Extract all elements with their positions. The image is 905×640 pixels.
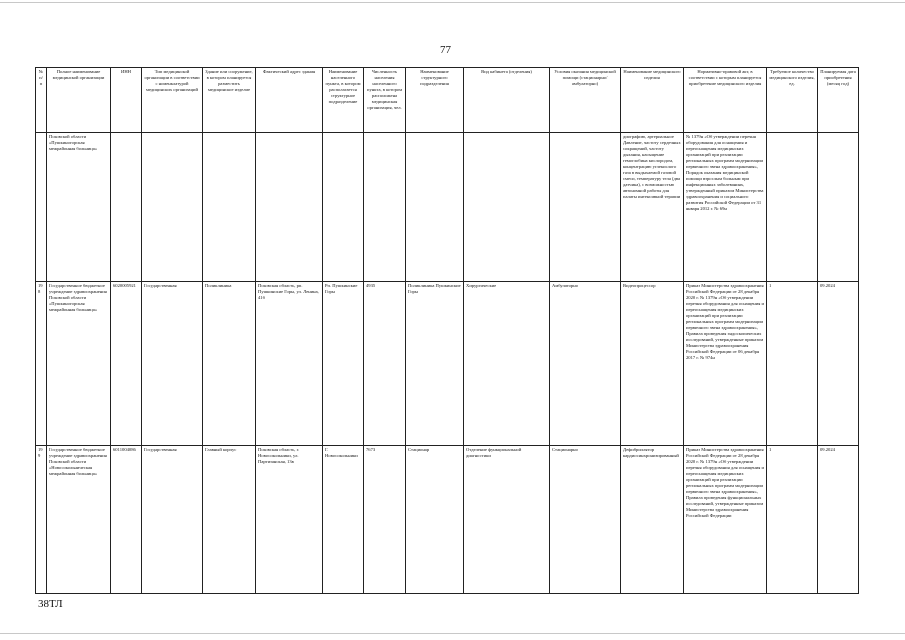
header-inn: ИНН xyxy=(111,68,142,133)
cell-inn: 6011004086 xyxy=(111,446,142,594)
cell-act: № 1379н «Об утверждении перечня оборудования для оснащения и переоснащения медицинских организаций при реализации региональных программ модернизации первичного звена здравоохранения», Порядок оказания медицинской помощи взрослым больным при инфекционных заболеваниях, утвержденный приказом Министерства здравоохранения и социального развития Российской Федерации от 31 января 2012 г. № 69н xyxy=(684,133,767,282)
cell-num: 199 xyxy=(36,446,47,594)
table-row xyxy=(36,282,859,446)
cell-address: Псковская область, г. Новосокольники, ул. Партизанская, 13в xyxy=(256,446,323,594)
cell-address: Псковская область, рп. Пушкинские Горы, ул. Ленина, 41б xyxy=(256,282,323,446)
header-qty: Требуемое количество медицинского изделия, ед. xyxy=(767,68,818,133)
cell-date xyxy=(818,133,859,282)
cell-qty xyxy=(767,133,818,282)
cell-org: Псковской области «Пушкиногорская межрайонная больница» xyxy=(47,133,111,282)
scan-edge-bottom xyxy=(0,633,905,634)
cell-org: Государственное бюджетное учреждение здравоохранения Псковской области «Пушкиногорская межрайонная больница» xyxy=(47,282,111,446)
cell-date: 09.2024 xyxy=(818,282,859,446)
cell-building xyxy=(203,133,256,282)
cell-locality xyxy=(323,133,364,282)
cell-population: 4935 xyxy=(364,282,406,446)
cell-act: Приказ Министерства здравоохранения Российской Федерации от 28 декабря 2020 г. № 1379н «Об утверждении перечня оборудования для оснащения и переоснащения медицинских организаций при реализации региональных программ модернизации первичного звена здравоохранения», Правила проведения функциональных исследований, утвержденные приказом Министерства здравоохранения Российской Федерации xyxy=(684,446,767,594)
footer-document-code: 38ТЛ xyxy=(38,598,63,610)
cell-conditions: Амбулаторно xyxy=(550,282,621,446)
medical-equipment-table xyxy=(35,67,859,594)
table-header-row xyxy=(36,68,859,133)
header-locality: Наименование населенного пункта, в котором располагается структурное подразделение xyxy=(323,68,364,133)
cell-population xyxy=(364,133,406,282)
cell-org: Государственное бюджетное учреждение здравоохранения Псковской области «Новосокольническая межрайонная больница» xyxy=(47,446,111,594)
cell-device: Дефибриллятор кардиосинхронизированный xyxy=(621,446,684,594)
cell-locality: Г. Новосокольники xyxy=(323,446,364,594)
header-population: Численность населения населенного пункта, в котором расположена медицинская организация, чел. xyxy=(364,68,406,133)
cell-cabinet: Хирургические xyxy=(464,282,550,446)
table-row xyxy=(36,446,859,594)
header-device: Наименование медицинского изделия xyxy=(621,68,684,133)
cell-device: Видеопроцессор xyxy=(621,282,684,446)
cell-date: 09.2024 xyxy=(818,446,859,594)
cell-unit: Поликлиника Пушкинские Горы xyxy=(406,282,464,446)
cell-building: Главный корпус xyxy=(203,446,256,594)
header-type: Тип медицинской организации в соответствии с номенклатурой медицинских организаций xyxy=(142,68,203,133)
cell-num xyxy=(36,133,47,282)
header-num: № п/п xyxy=(36,68,47,133)
cell-unit: Стационар xyxy=(406,446,464,594)
cell-type: Государственная xyxy=(142,446,203,594)
cell-type: Государственная xyxy=(142,282,203,446)
cell-act: Приказ Министерства здравоохранения Российской Федерации от 28 декабря 2020 г. № 1379н «Об утверждении перечня оборудования для оснащения и переоснащения медицинских организаций при реализации региональных программ модернизации первичного звена здравоохранения», Правила проведения эндоскопических исследований, утвержденные приказом Министерства здравоохранения Российской Федерации от 06 декабря 2017 г. № 974н xyxy=(684,282,767,446)
cell-unit xyxy=(406,133,464,282)
page-number: 77 xyxy=(440,44,451,56)
cell-type xyxy=(142,133,203,282)
header-org: Полное наименование медицинской организации xyxy=(47,68,111,133)
cell-locality: Рп. Пушкинские Горы xyxy=(323,282,364,446)
header-date: Планируемая дата приобретения (месяц год) xyxy=(818,68,859,133)
cell-conditions: Стационарно xyxy=(550,446,621,594)
header-act: Нормативно-правовой акт, в соответствии с которым планируется приобретение медицинского изделия xyxy=(684,68,767,133)
cell-building: Поликлиника xyxy=(203,282,256,446)
cell-inn: 6020005921 xyxy=(111,282,142,446)
cell-cabinet: Отделение функциональной диагностики xyxy=(464,446,550,594)
cell-qty: 1 xyxy=(767,446,818,594)
cell-address xyxy=(256,133,323,282)
header-address: Фактический адрес здания xyxy=(256,68,323,133)
header-cabinet: Вид кабинета (отделения) xyxy=(464,68,550,133)
cell-device: диографию, артериальное Давление, частоту сердечных сокращений, частоту дыхания, насыщение гемоглобина кислородом, концентрацию углекислого газа в выдыхаемой газовой смеси, температуру тела (два датчика), с возможностью автономной работы для палаты интенсивной терапии xyxy=(621,133,684,282)
header-unit: Наименование структурного подразделения xyxy=(406,68,464,133)
table-row xyxy=(36,133,859,282)
header-building: Здание или сооружение, в котором планируется разместить медицинское изделие xyxy=(203,68,256,133)
cell-inn xyxy=(111,133,142,282)
cell-num: 198 xyxy=(36,282,47,446)
header-conditions: Условия оказания медицинской помощи (стационарно/амбулаторно) xyxy=(550,68,621,133)
cell-conditions xyxy=(550,133,621,282)
cell-cabinet xyxy=(464,133,550,282)
scan-edge-top xyxy=(0,2,905,3)
cell-qty: 1 xyxy=(767,282,818,446)
cell-population: 7673 xyxy=(364,446,406,594)
